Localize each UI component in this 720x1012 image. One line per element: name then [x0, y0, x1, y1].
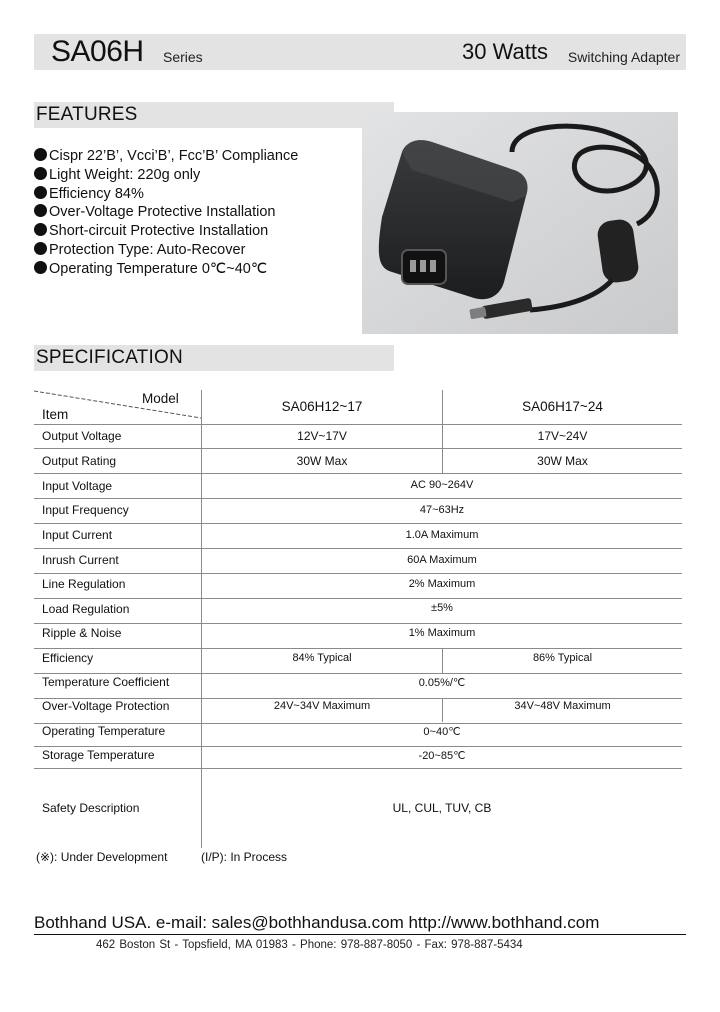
model-column-1: SA06H12~17	[281, 399, 363, 414]
table-row: Input Current 1.0A Maximum	[34, 524, 682, 549]
table-row: Storage Temperature -20~85℃	[34, 746, 682, 769]
bullet-icon	[34, 186, 47, 199]
table-row: Ripple & Noise 1% Maximum	[34, 624, 682, 649]
table-row: Input Voltage AC 90~264V	[34, 474, 682, 499]
column-divider	[442, 699, 443, 722]
table-row: Input Frequency 47~63Hz	[34, 499, 682, 524]
bullet-icon	[34, 242, 47, 255]
model-column-2: SA06H17~24	[522, 399, 603, 414]
company-address: 462 Boston St - Topsfield, MA 01983 - Phone: 978-887-8050 - Fax: 978-887-5434	[96, 939, 523, 951]
wattage-label: 30 Watts	[462, 39, 548, 64]
table-row: Safety Description UL, CUL, TUV, CB	[42, 801, 492, 815]
feature-item: Light Weight: 220g only	[34, 166, 298, 185]
product-photo	[362, 112, 678, 334]
model-title: SA06H	[51, 35, 144, 68]
table-row: Load Regulation ±5%	[34, 599, 682, 624]
under-development-note: (※): Under Development	[36, 850, 168, 864]
title-bar	[34, 34, 686, 70]
header-model-label: Model	[142, 391, 179, 406]
table-row: Over-Voltage Protection 24V~34V Maximum 34V~48V Maximum	[34, 699, 682, 724]
column-divider	[442, 390, 443, 474]
feature-item: Cispr 22’B’, Vcci’B’, Fcc’B’ Compliance	[34, 147, 298, 166]
feature-item: Short-circuit Protective Installation	[34, 222, 298, 241]
spec-table	[34, 388, 682, 848]
column-divider	[201, 390, 202, 848]
company-contact-line: Bothhand USA. e-mail: sales@bothhandusa.com http://www.bothhand.com	[34, 913, 600, 932]
adapter-illustration	[362, 112, 678, 334]
features-heading	[34, 102, 394, 128]
product-type-label: Switching Adapter	[567, 49, 680, 65]
table-row: Efficiency 84% Typical 86% Typical	[34, 649, 682, 674]
feature-item: Over-Voltage Protective Installation	[34, 203, 298, 222]
header-item-label: Item	[42, 407, 69, 422]
features-title: FEATURES	[36, 104, 138, 125]
feature-list	[34, 147, 298, 279]
table-row: Output Rating 30W Max 30W Max	[34, 449, 682, 474]
table-row: Temperature Coefficient 0.05%/℃	[34, 674, 682, 699]
feature-item: Operating Temperature 0℃~40℃	[34, 260, 298, 279]
table-header-row	[34, 388, 682, 425]
bullet-icon	[34, 261, 47, 274]
bullet-icon	[34, 223, 47, 236]
in-process-note: (I/P): In Process	[201, 850, 288, 864]
bullet-icon	[34, 204, 47, 217]
bullet-icon	[34, 148, 47, 161]
feature-item: Protection Type: Auto-Recover	[34, 241, 298, 260]
table-row: Inrush Current 60A Maximum	[34, 549, 682, 574]
table-row: Output Voltage 12V~17V 17V~24V	[34, 424, 682, 449]
series-label: Series	[163, 49, 203, 65]
bullet-icon	[34, 167, 47, 180]
footer-divider	[34, 934, 686, 935]
specification-title: SPECIFICATION	[36, 347, 183, 368]
table-row: Operating Temperature 0~40℃	[34, 722, 682, 747]
table-row: Line Regulation 2% Maximum	[34, 574, 682, 599]
column-divider	[442, 649, 443, 673]
feature-item: Efficiency 84%	[34, 185, 298, 204]
specification-heading	[34, 345, 394, 371]
